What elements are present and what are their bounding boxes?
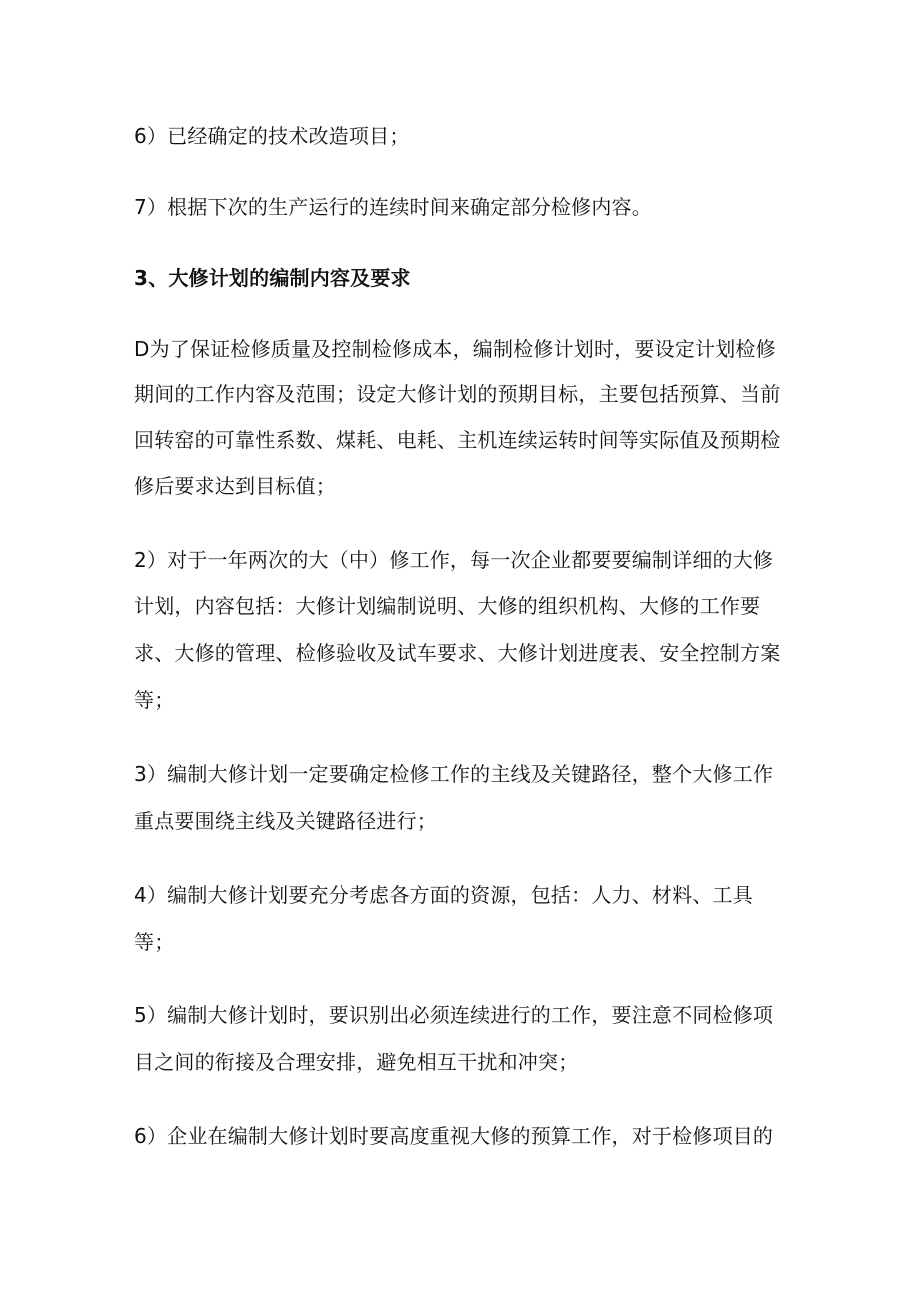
text-line: D为了保证检修质量及控制检修成本，编制检修计划时，要设定计划检修: [134, 337, 776, 361]
text-line: 回转窑的可靠性系数、煤耗、电耗、主机连续运转时间等实际值及预期检: [134, 428, 781, 452]
text-line: 重点要围绕主线及关键路径进行；: [134, 809, 437, 833]
text-line: 5）编制大修计划时，要识别出必须连续进行的工作，要注意不同检修项: [134, 1003, 774, 1027]
text-line: 6）已经确定的技术改造项目；: [134, 124, 410, 148]
text-line: 计划，内容包括：大修计划编制说明、大修的组织机构、大修的工作要: [134, 594, 761, 618]
text-line: 6）企业在编制大修计划时要高度重视大修的预算工作，对于检修项目的: [134, 1124, 774, 1148]
text-line: 目之间的衔接及合理安排，避免相互干扰和冲突；: [134, 1050, 579, 1074]
text-line: 修后要求达到目标值；: [134, 474, 336, 498]
text-line: 3）编制大修计划一定要确定检修工作的主线及关键路径，整个大修工作: [134, 762, 774, 786]
section-heading: 3、大修计划的编制内容及要求: [134, 266, 411, 290]
text-line: 求、大修的管理、检修验收及试车要求、大修计划进度表、安全控制方案: [134, 641, 781, 665]
text-line: 2）对于一年两次的大（中）修工作，每一次企业都要要编制详细的大修: [134, 548, 774, 572]
text-line: 期间的工作内容及范围；设定大修计划的预期目标，主要包括预算、当前: [134, 382, 781, 406]
text-line: 等；: [134, 930, 175, 954]
text-line: 等；: [134, 688, 175, 712]
text-line: 4）编制大修计划要充分考虑各方面的资源，包括：人力、材料、工具: [134, 883, 753, 907]
text-line: 7）根据下次的生产运行的连续时间来确定部分检修内容。: [134, 195, 652, 219]
